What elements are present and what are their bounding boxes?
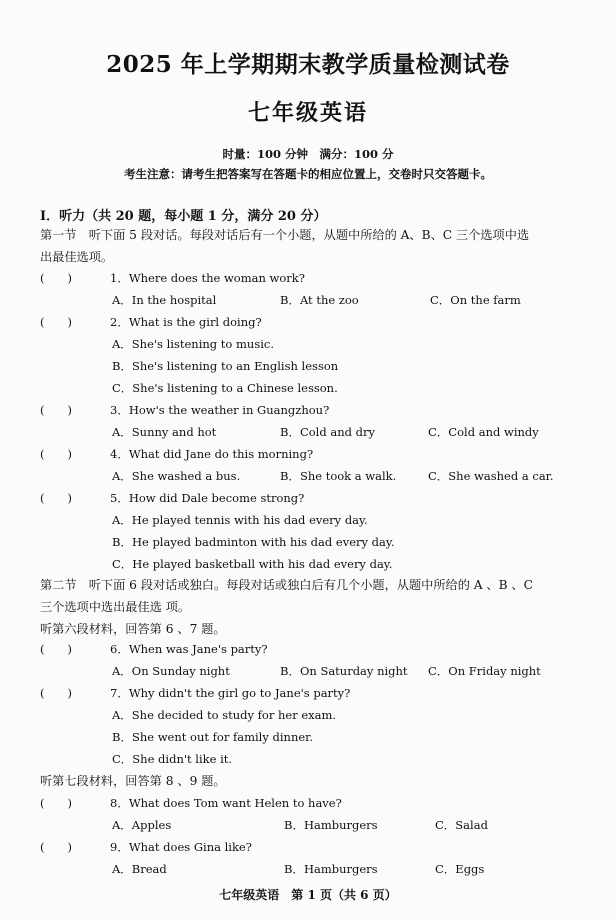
answer-paren: ( ) (40, 796, 72, 810)
option-a: A．She washed a bus. (112, 469, 241, 483)
section-heading: Ⅰ．听力（共 20 题，每小题 1 分，满分 20 分） (40, 209, 327, 224)
option-c: C．On the farm (430, 293, 521, 307)
option-b: B．Hamburgers (284, 862, 378, 876)
option-c: C．Cold and windy (428, 425, 539, 439)
option-a: A．She decided to study for her exam. (112, 708, 337, 722)
question-stem: 5．How did Dale become strong? (110, 491, 305, 505)
question-stem: 6．When was Jane's party? (110, 642, 268, 656)
answer-paren: ( ) (40, 271, 72, 285)
option-a: A．Bread (112, 862, 167, 876)
question-6 (40, 641, 268, 657)
material-7-label: 听第七段材料，回答第 8 、9 题。 (40, 774, 226, 788)
option-b: B．She took a walk. (280, 469, 397, 483)
exam-subtitle: 七年级英语 (247, 100, 368, 126)
answer-paren: ( ) (40, 403, 72, 417)
answer-paren: ( ) (40, 447, 72, 461)
option-b: B．He played badminton with his dad every day. (112, 535, 395, 549)
option-a: A．He played tennis with his dad every day. (112, 513, 368, 527)
question-8 (40, 795, 342, 811)
option-c: C．Eggs (435, 862, 485, 876)
answer-paren: ( ) (40, 686, 72, 700)
option-b: B．On Saturday night (280, 664, 408, 678)
question-2 (40, 314, 262, 330)
question-7 (40, 685, 350, 701)
question-stem: 8．What does Tom want Helen to have? (110, 796, 342, 810)
question-5 (40, 490, 304, 506)
option-b: B．Hamburgers (284, 818, 378, 832)
option-a: A．In the hospital (112, 293, 217, 307)
question-1 (40, 270, 305, 286)
option-c: C．On Friday night (428, 664, 541, 678)
question-stem: 2．What is the girl doing? (110, 315, 262, 329)
option-a: A．Sunny and hot (112, 425, 217, 439)
option-c: C．She's listening to a Chinese lesson. (112, 381, 338, 395)
option-c: C．She didn't like it. (112, 752, 233, 766)
answer-paren: ( ) (40, 840, 72, 854)
question-stem: 3．How's the weather in Guangzhou? (110, 403, 330, 417)
option-c: C．She washed a car. (428, 469, 554, 483)
exam-notice: 考生注意：请考生把答案写在答题卡的相应位置上，交卷时只交答题卡。 (124, 167, 492, 181)
exam-title: 2025 年上学期期末教学质量检测试卷 (106, 51, 510, 78)
part2-intro-line1: 第二节 听下面 6 段对话或独白。每段对话或独白后有几个小题，从题中所给的 A 、B 、C (40, 578, 533, 592)
question-stem: 7．Why didn't the girl go to Jane's party? (110, 686, 351, 700)
part1-intro-line2: 出最佳选项。 (40, 250, 114, 264)
page-footer: 七年级英语 第 1 页（共 6 页） (219, 888, 397, 902)
part2-intro-line2: 三个选项中选出最佳选 项。 (40, 600, 191, 614)
question-stem: 4．What did Jane do this morning? (110, 447, 314, 461)
exam-meta: 时量：100 分钟 满分：100 分 (222, 147, 394, 161)
option-b: B．She's listening to an English lesson (112, 359, 339, 373)
question-stem: 1．Where does the woman work? (110, 271, 305, 285)
answer-paren: ( ) (40, 491, 72, 505)
option-b: B．She went out for family dinner. (112, 730, 314, 744)
material-6-label: 听第六段材料，回答第 6 、7 题。 (40, 622, 226, 636)
option-b: B．Cold and dry (280, 425, 376, 439)
question-stem: 9．What does Gina like? (110, 840, 252, 854)
option-a: A．She's listening to music. (112, 337, 274, 351)
answer-paren: ( ) (40, 642, 72, 656)
question-4 (40, 446, 313, 462)
question-3 (40, 402, 329, 418)
option-c: C．Salad (435, 818, 488, 832)
option-c: C．He played basketball with his dad every day. (112, 557, 393, 571)
answer-paren: ( ) (40, 315, 72, 329)
part1-intro-line1: 第一节 听下面 5 段对话。每段对话后有一个小题，从题中所给的 A、B、C 三个选项中选 (40, 228, 530, 242)
option-a: A．Apples (112, 818, 172, 832)
option-a: A．On Sunday night (112, 664, 230, 678)
question-9 (40, 839, 252, 855)
option-b: B．At the zoo (280, 293, 359, 307)
